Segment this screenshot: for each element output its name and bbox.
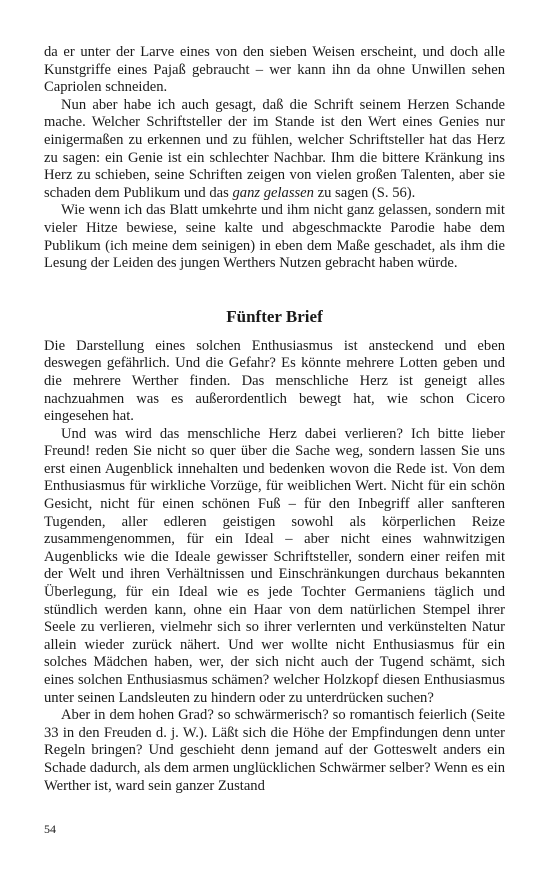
paragraph-blatt-umkehrte: Wie wenn ich das Blatt umkehrte und ihm nicht ganz gelassen, sondern mit vieler Hitze bewiese, seine kalte und abgeschmackte Parodie habe dem Publikum (ich meine dem seinigen) in eben dem Maße geschadet, als ihm die Lesung der Leiden des jungen Werthers Nutzen gebracht haben würde. — [44, 202, 505, 272]
paragraph-schande-text: Nun aber habe ich auch gesagt, daß die Schrift seinem Herzen Schande mache. Welcher Schriftsteller der im Stande ist den Wert eines Genies nur einigermaßen zu erkennen und zu fühlen, welcher Schriftsteller hat das Herz zu sagen: ein Genie ist ein schlechter Nachbar. Ihm die bittere Kränkung ins Herz zu schieben, seine Schriften zeigen von vielen großen Talenten, aber sie schaden dem Publikum und das — [44, 96, 505, 201]
paragraph-hohen-grad: Aber in dem hohen Grad? so schwärmerisch? so romantisch feierlich (Seite 33 in den Freuden d. j. W.). Läßt sich die Höhe der Empfindungen denn unter Regeln bringen? Und geschieht denn jemand auf der Gotteswelt anders ein Schade dadurch, als dem armen unglücklichen Schwärmer selber? Wenn es ein Werther ist, ward sein ganzer Zustand — [44, 707, 505, 794]
paragraph-menschliche-herz: Und was wird das menschliche Herz dabei verlieren? Ich bitte lieber Freund! reden Sie nicht so quer über die Sache weg, sondern lassen Sie uns erst einen Augenblick innehalten und bedenken wovon die Rede ist. Von dem Enthusiasmus für wirkliche Vorzüge, für weiblichen Wert. Nicht für ein schön Gesicht, nicht für einen schönen Fuß – für den Inbegriff aller sanfteren Tugenden, aller edleren geistigen sowohl als körperlichen Reize zusammengenommen, für ein Ideal – aber nicht eines wahnwitzigen Augenblicks wie die Ideale gewisser Schriftsteller, sondern einer reifen mit der Welt und ihren Verhältnissen und Einschränkungen durchaus bekannten Überlegung, für ein Ideal wie es jede Tochter Germaniens täglich und stündlich werden kann, ohne ein Haar von dem natürlichen Stempel ihrer Seele zu verlieren, vielmehr sich so ihrer verlernten und verkünstelten Natur allein wieder zurück nähert. Und wer wollte nicht Enthusiasmus für ein solches Mädchen haben, wer, der sich nicht auch der Tugend schämt, sich eines solchen Enthusiasmus schämen? welcher Holzkopf diesen Enthusiasmus unter seinen Landsleuten zu hindern oder zu unterdrücken suchen? — [44, 425, 505, 706]
paragraph-schande — [44, 97, 505, 203]
page-number: 54 — [44, 822, 56, 836]
paragraph-schande-end: zu sagen (S. 56). — [313, 184, 416, 201]
book-page — [44, 44, 505, 795]
emphasis-ganz-gelassen: ganz gelassen — [232, 184, 314, 201]
paragraph-darstellung: Die Darstellung eines solchen Enthusiasmus ist ansteckend und eben deswegen gefährlich. Und die Gefahr? Es könnte mehrere Lotten geben und die mehrere Werther finden. Das menschliche Herz ist geneigt alles nachzuahmen was es außerordentlich bewegt hat, wie schon Cicero eingesehen hat. — [44, 337, 505, 425]
chapter-heading: Fünfter Brief — [226, 306, 323, 326]
paragraph-continuation: da er unter der Larve eines von den sieben Weisen erscheint, und doch alle Kunstgriffe eines Pajaß gebraucht – wer kann ihn da ohne Unwillen sehen Capriolen schneiden. — [44, 44, 505, 96]
